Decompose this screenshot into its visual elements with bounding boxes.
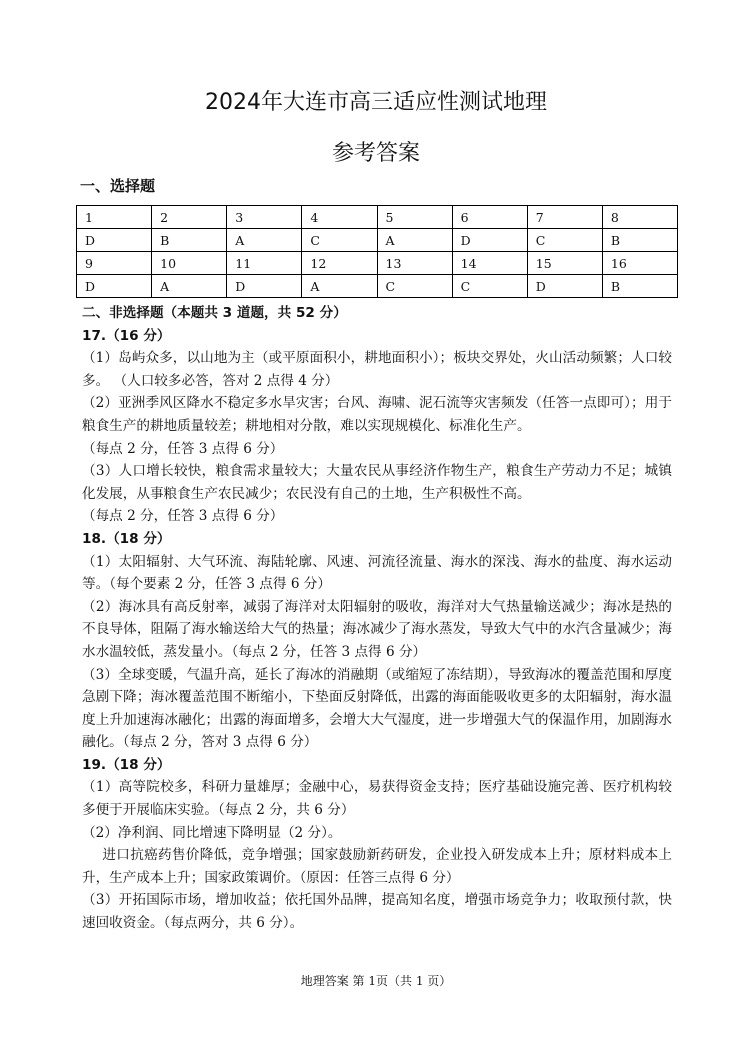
table-cell: 11 bbox=[227, 252, 302, 275]
table-cell: C bbox=[452, 275, 527, 298]
table-cell: 2 bbox=[152, 206, 227, 229]
q17-answer-1: （1）岛屿众多，以山地为主（或平原面积小，耕地面积小）；板块交界处，火山活动频繁；人口较多。 （人口较多必答，答对 2 点得 4 分） bbox=[82, 350, 672, 389]
table-cell: 6 bbox=[452, 206, 527, 229]
table-cell: D bbox=[77, 275, 152, 298]
question-19-title: 19.（18 分） bbox=[82, 756, 171, 773]
table-cell: D bbox=[77, 229, 152, 252]
free-response-section bbox=[82, 302, 672, 935]
q19-answer-1: （1）高等院校多，科研力量雄厚；金融中心，易获得资金支持；医疗基础设施完善、医疗机构较多便于开展临床实验。（每点 2 分，共 6 分） bbox=[82, 779, 672, 819]
table-cell: 15 bbox=[527, 252, 602, 275]
page-title: 2024年大连市高三适应性测试地理 bbox=[205, 90, 547, 115]
table-cell: 3 bbox=[227, 206, 302, 229]
section-heading-choice: 一、选择题 bbox=[80, 177, 156, 195]
table-cell: 12 bbox=[302, 252, 377, 275]
table-cell: D bbox=[452, 229, 527, 252]
table-cell: B bbox=[152, 229, 227, 252]
table-cell: B bbox=[602, 229, 677, 252]
table-cell: A bbox=[152, 275, 227, 298]
q19-answer-2: （2）净利润、同比增速下降明显（2 分）。 bbox=[82, 824, 342, 841]
table-cell: A bbox=[377, 229, 452, 252]
table-cell: C bbox=[302, 229, 377, 252]
question-17-title: 17.（16 分） bbox=[82, 327, 171, 344]
table-cell: C bbox=[527, 229, 602, 252]
question-18-title: 18.（18 分） bbox=[82, 530, 171, 547]
answer-row bbox=[77, 275, 678, 298]
table-cell: D bbox=[227, 275, 302, 298]
q17-answer-3: （3）人口增长较快，粮食需求量较大；大量农民从事经济作物生产，粮食生产劳动力不足；城镇化发展，从事粮食生产农民减少；农民没有自己的土地，生产积极性不高。 bbox=[82, 463, 672, 502]
q17-answer-2: （2）亚洲季风区降水不稳定多水旱灾害；台风、海啸、泥石流等灾害频发（任答一点即可）；用于粮食生产的耕地质量较差；耕地相对分散，难以实现规模化、标准化生产。 bbox=[82, 395, 672, 434]
q17-answer-2-score: （每点 2 分，任答 3 点得 6 分） bbox=[82, 440, 284, 457]
table-cell: 10 bbox=[152, 252, 227, 275]
answer-table bbox=[76, 205, 678, 298]
q18-answer-2: （2）海冰具有高反射率，减弱了海洋对太阳辐射的吸收，海洋对大气热量输送减少；海冰是热的不良导体，阻隔了海水输送给大气的热量；海冰减少了海水蒸发，导致大气中的水汽含量减少；海水水温较低，蒸发量小。（每点 2 分，任答 3 点得 6 分） bbox=[82, 598, 672, 660]
table-cell: D bbox=[527, 275, 602, 298]
answer-row bbox=[77, 229, 678, 252]
q19-answer-2-reasons: 进口抗癌药售价降低，竞争增强；国家鼓励新药研发，企业投入研发成本上升；原材料成本上升，生产成本上升；国家政策调价。（原因：任答三点得 6 分） bbox=[82, 847, 672, 886]
q17-answer-3-score: （每点 2 分，任答 3 点得 6 分） bbox=[82, 508, 284, 525]
table-cell: A bbox=[227, 229, 302, 252]
question-number-row bbox=[77, 206, 678, 229]
table-cell: A bbox=[302, 275, 377, 298]
q18-answer-3: （3）全球变暖，气温升高，延长了海冰的消融期（或缩短了冻结期），导致海冰的覆盖范围和厚度急剧下降；海冰覆盖范围不断缩小，下垫面反射降低，出露的海面能吸收更多的太阳辐射，海水温度上升加速海冰融化；出露的海面增多，会增大大气湿度，进一步增强大气的保温作用，加剧海水融化。（每点 2 分，答对 3 点得 6 分） bbox=[82, 666, 672, 751]
page-subtitle: 参考答案 bbox=[331, 141, 420, 166]
table-cell: 8 bbox=[602, 206, 677, 229]
table-cell: 1 bbox=[77, 206, 152, 229]
table-cell: B bbox=[602, 275, 677, 298]
question-number-row bbox=[77, 252, 678, 275]
table-cell: 4 bbox=[302, 206, 377, 229]
table-cell: 14 bbox=[452, 252, 527, 275]
table-cell: 9 bbox=[77, 252, 152, 275]
table-cell: C bbox=[377, 275, 452, 298]
table-cell: 7 bbox=[527, 206, 602, 229]
table-cell: 5 bbox=[377, 206, 452, 229]
section-heading-free-response: 二、非选择题（本题共 3 道题，共 52 分） bbox=[82, 305, 347, 321]
table-cell: 13 bbox=[377, 252, 452, 275]
page-footer: 地理答案 第 1页（共 1 页） bbox=[300, 974, 452, 988]
q18-answer-1: （1）太阳辐射、大气环流、海陆轮廓、风速、河流径流量、海水的深浅、海水的盐度、海水运动等。（每个要素 2 分，任答 3 点得 6 分） bbox=[82, 553, 672, 593]
q19-answer-3: （3）开拓国际市场，增加收益；依托国外品牌，提高知名度，增强市场竞争力；收取预付款，快速回收资金。（每点两分，共 6 分）。 bbox=[82, 892, 672, 932]
table-cell: 16 bbox=[602, 252, 677, 275]
